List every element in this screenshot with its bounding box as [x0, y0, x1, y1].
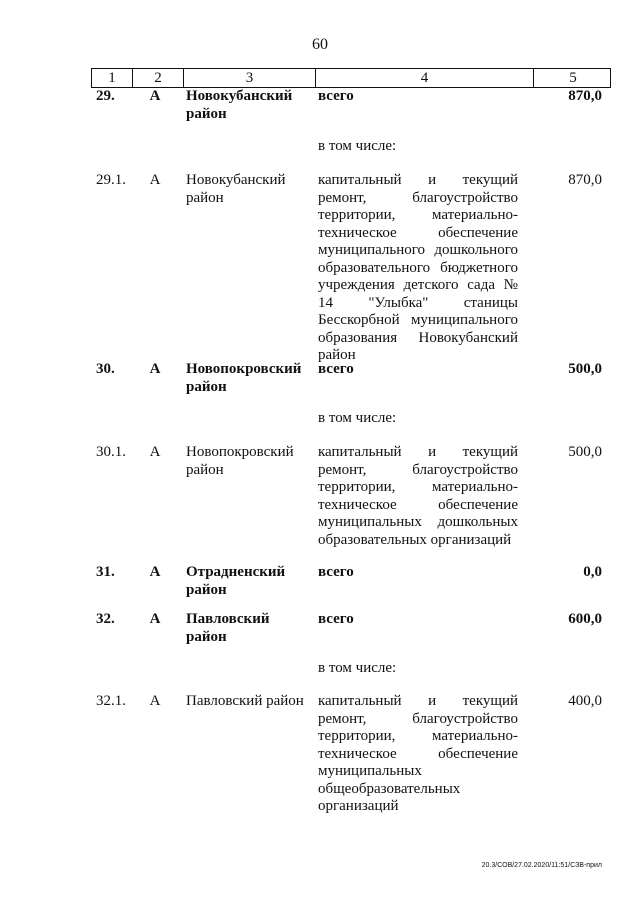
row-number: 31. [96, 564, 115, 580]
row-value: 600,0 [568, 611, 602, 627]
row-number: 32.1. [96, 693, 126, 709]
column-header-row [91, 68, 611, 88]
row-value: 870,0 [568, 172, 602, 188]
row-letter: А [149, 444, 161, 460]
row-value: 500,0 [568, 361, 602, 377]
row-letter: А [149, 693, 161, 709]
row-value: 400,0 [568, 693, 602, 709]
column-header-3: 3 [184, 69, 316, 87]
row-number: 30. [96, 361, 115, 377]
district-name: Новокубанский район [186, 88, 293, 122]
including-label: в том числе: [318, 138, 397, 154]
page-number: 60 [312, 36, 328, 53]
row-letter: А [149, 172, 161, 188]
row-value: 870,0 [568, 88, 602, 104]
row-description: капитальный и текущий ремонт, благоустройство территории, материально-техническое обеспечение муниципальных общеобразовательных организаций [318, 693, 518, 814]
district-name: Отрадненский район [186, 564, 286, 598]
row-letter: А [149, 361, 161, 377]
row-value: 0,0 [583, 564, 602, 580]
row-description: всего [318, 88, 354, 104]
row-description: капитальный и текущий ремонт, благоустройство территории, материально-техническое обеспечение муниципального дошкольного образовательного бюджетного учреждения детского сада № 14 "Улыбка" станицы Бесскорбной муниципального образования Новокубанский район [318, 172, 518, 363]
row-number: 30.1. [96, 444, 126, 460]
district-name: Павловский район [186, 611, 270, 645]
row-number: 29. [96, 88, 115, 104]
row-description: всего [318, 611, 354, 627]
column-header-5: 5 [569, 70, 577, 86]
district-name: Павловский район [186, 693, 304, 709]
including-label: в том числе: [318, 660, 397, 676]
document-footer-code: 20.3/СОВ/27.02.2020/11:51/СЗВ-прил [481, 862, 602, 869]
including-label: в том числе: [318, 410, 397, 426]
row-description: всего [318, 361, 354, 377]
row-value: 500,0 [568, 444, 602, 460]
district-name: Новокубанский район [186, 172, 286, 206]
row-description: капитальный и текущий ремонт, благоустройство территории, материально-техническое обеспечение муниципальных дошкольных образовательных организаций [318, 444, 518, 548]
row-letter: А [149, 611, 161, 627]
district-name: Новопокровский район [186, 361, 302, 395]
column-header-1: 1 [92, 69, 133, 87]
row-letter: А [149, 88, 161, 104]
column-header-2: 2 [133, 69, 184, 87]
row-description: всего [318, 564, 354, 580]
column-header-4: 4 [316, 69, 534, 87]
district-name: Новопокровский район [186, 444, 294, 478]
row-letter: А [149, 564, 161, 580]
row-number: 29.1. [96, 172, 126, 188]
row-number: 32. [96, 611, 115, 627]
